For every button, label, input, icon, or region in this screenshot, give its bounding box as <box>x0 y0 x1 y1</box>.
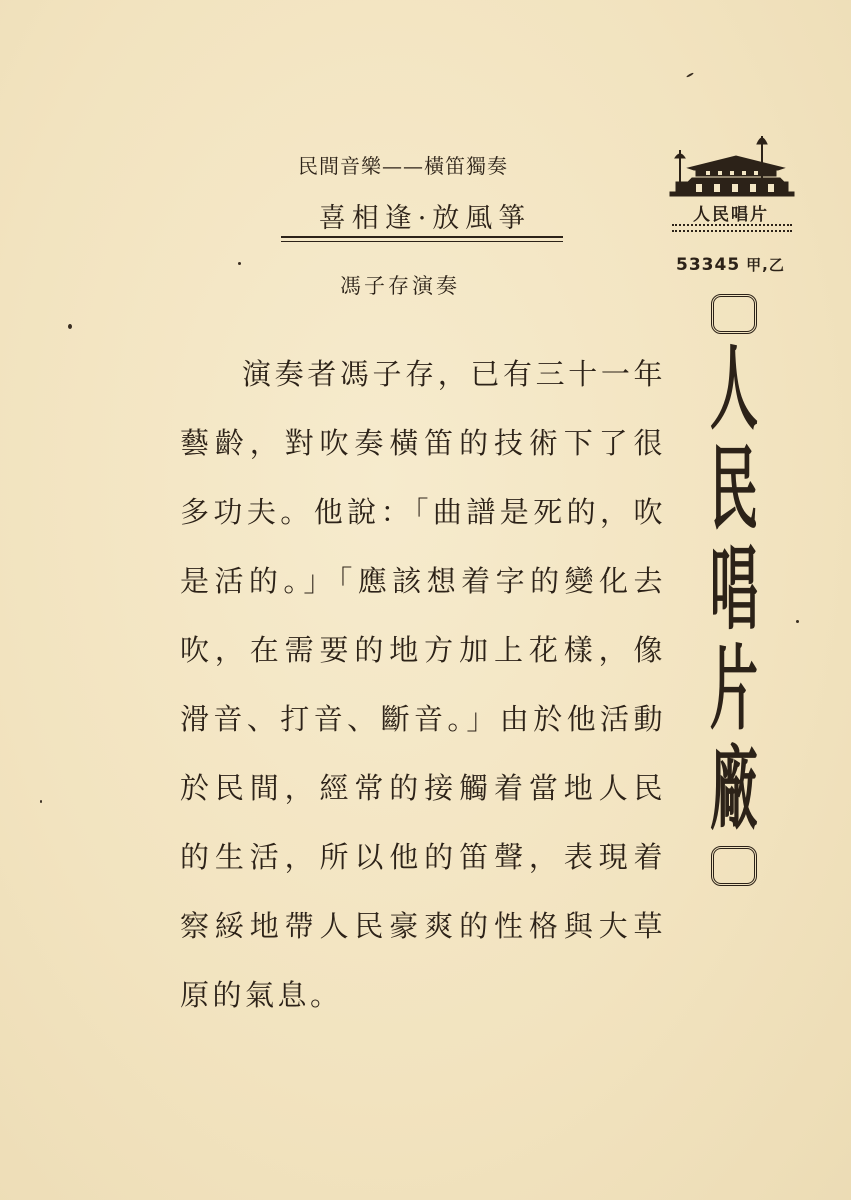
performer-credit: 馮子存演奏 <box>340 274 460 298</box>
paper-speck <box>40 800 42 803</box>
seal-char: 廠 <box>709 736 758 844</box>
liner-notes-text: 演奏者馮子存，已有三十一年藝齡，對吹奏橫笛的技術下了很多功夫。他說：「曲譜是死的，吹是活的。」「應該想着字的變化去吹，在需要的地方加上花樣，像滑音、打音、斷音。」由於他活動於民間，經常的接觸着當地人民的生活，所以他的笛聲，表現着察綏地帶人民豪爽的性格與大草原的氣息。 <box>180 357 666 1012</box>
title-underline-thin <box>281 241 563 242</box>
catalog-number: 53345 <box>676 255 741 275</box>
record-side: 甲,乙 <box>746 256 785 274</box>
seal-char: 民 <box>709 436 758 544</box>
paper-speck <box>796 620 799 623</box>
seal-char: 片 <box>709 636 758 744</box>
paper-speck <box>68 324 72 329</box>
title-underline <box>281 236 563 238</box>
seal-char: 人 <box>709 336 758 444</box>
brand-logo-text: 人民唱片 <box>693 205 769 225</box>
vertical-seal-label <box>708 288 760 1108</box>
seal-char: 唱 <box>709 536 758 644</box>
record-title: 喜相逢·放風箏 <box>318 203 532 234</box>
logo-ornament-band <box>672 224 792 232</box>
catalog-info <box>676 254 806 275</box>
record-category: 民間音樂——橫笛獨奏 <box>298 154 508 178</box>
paper-speck <box>238 262 241 265</box>
